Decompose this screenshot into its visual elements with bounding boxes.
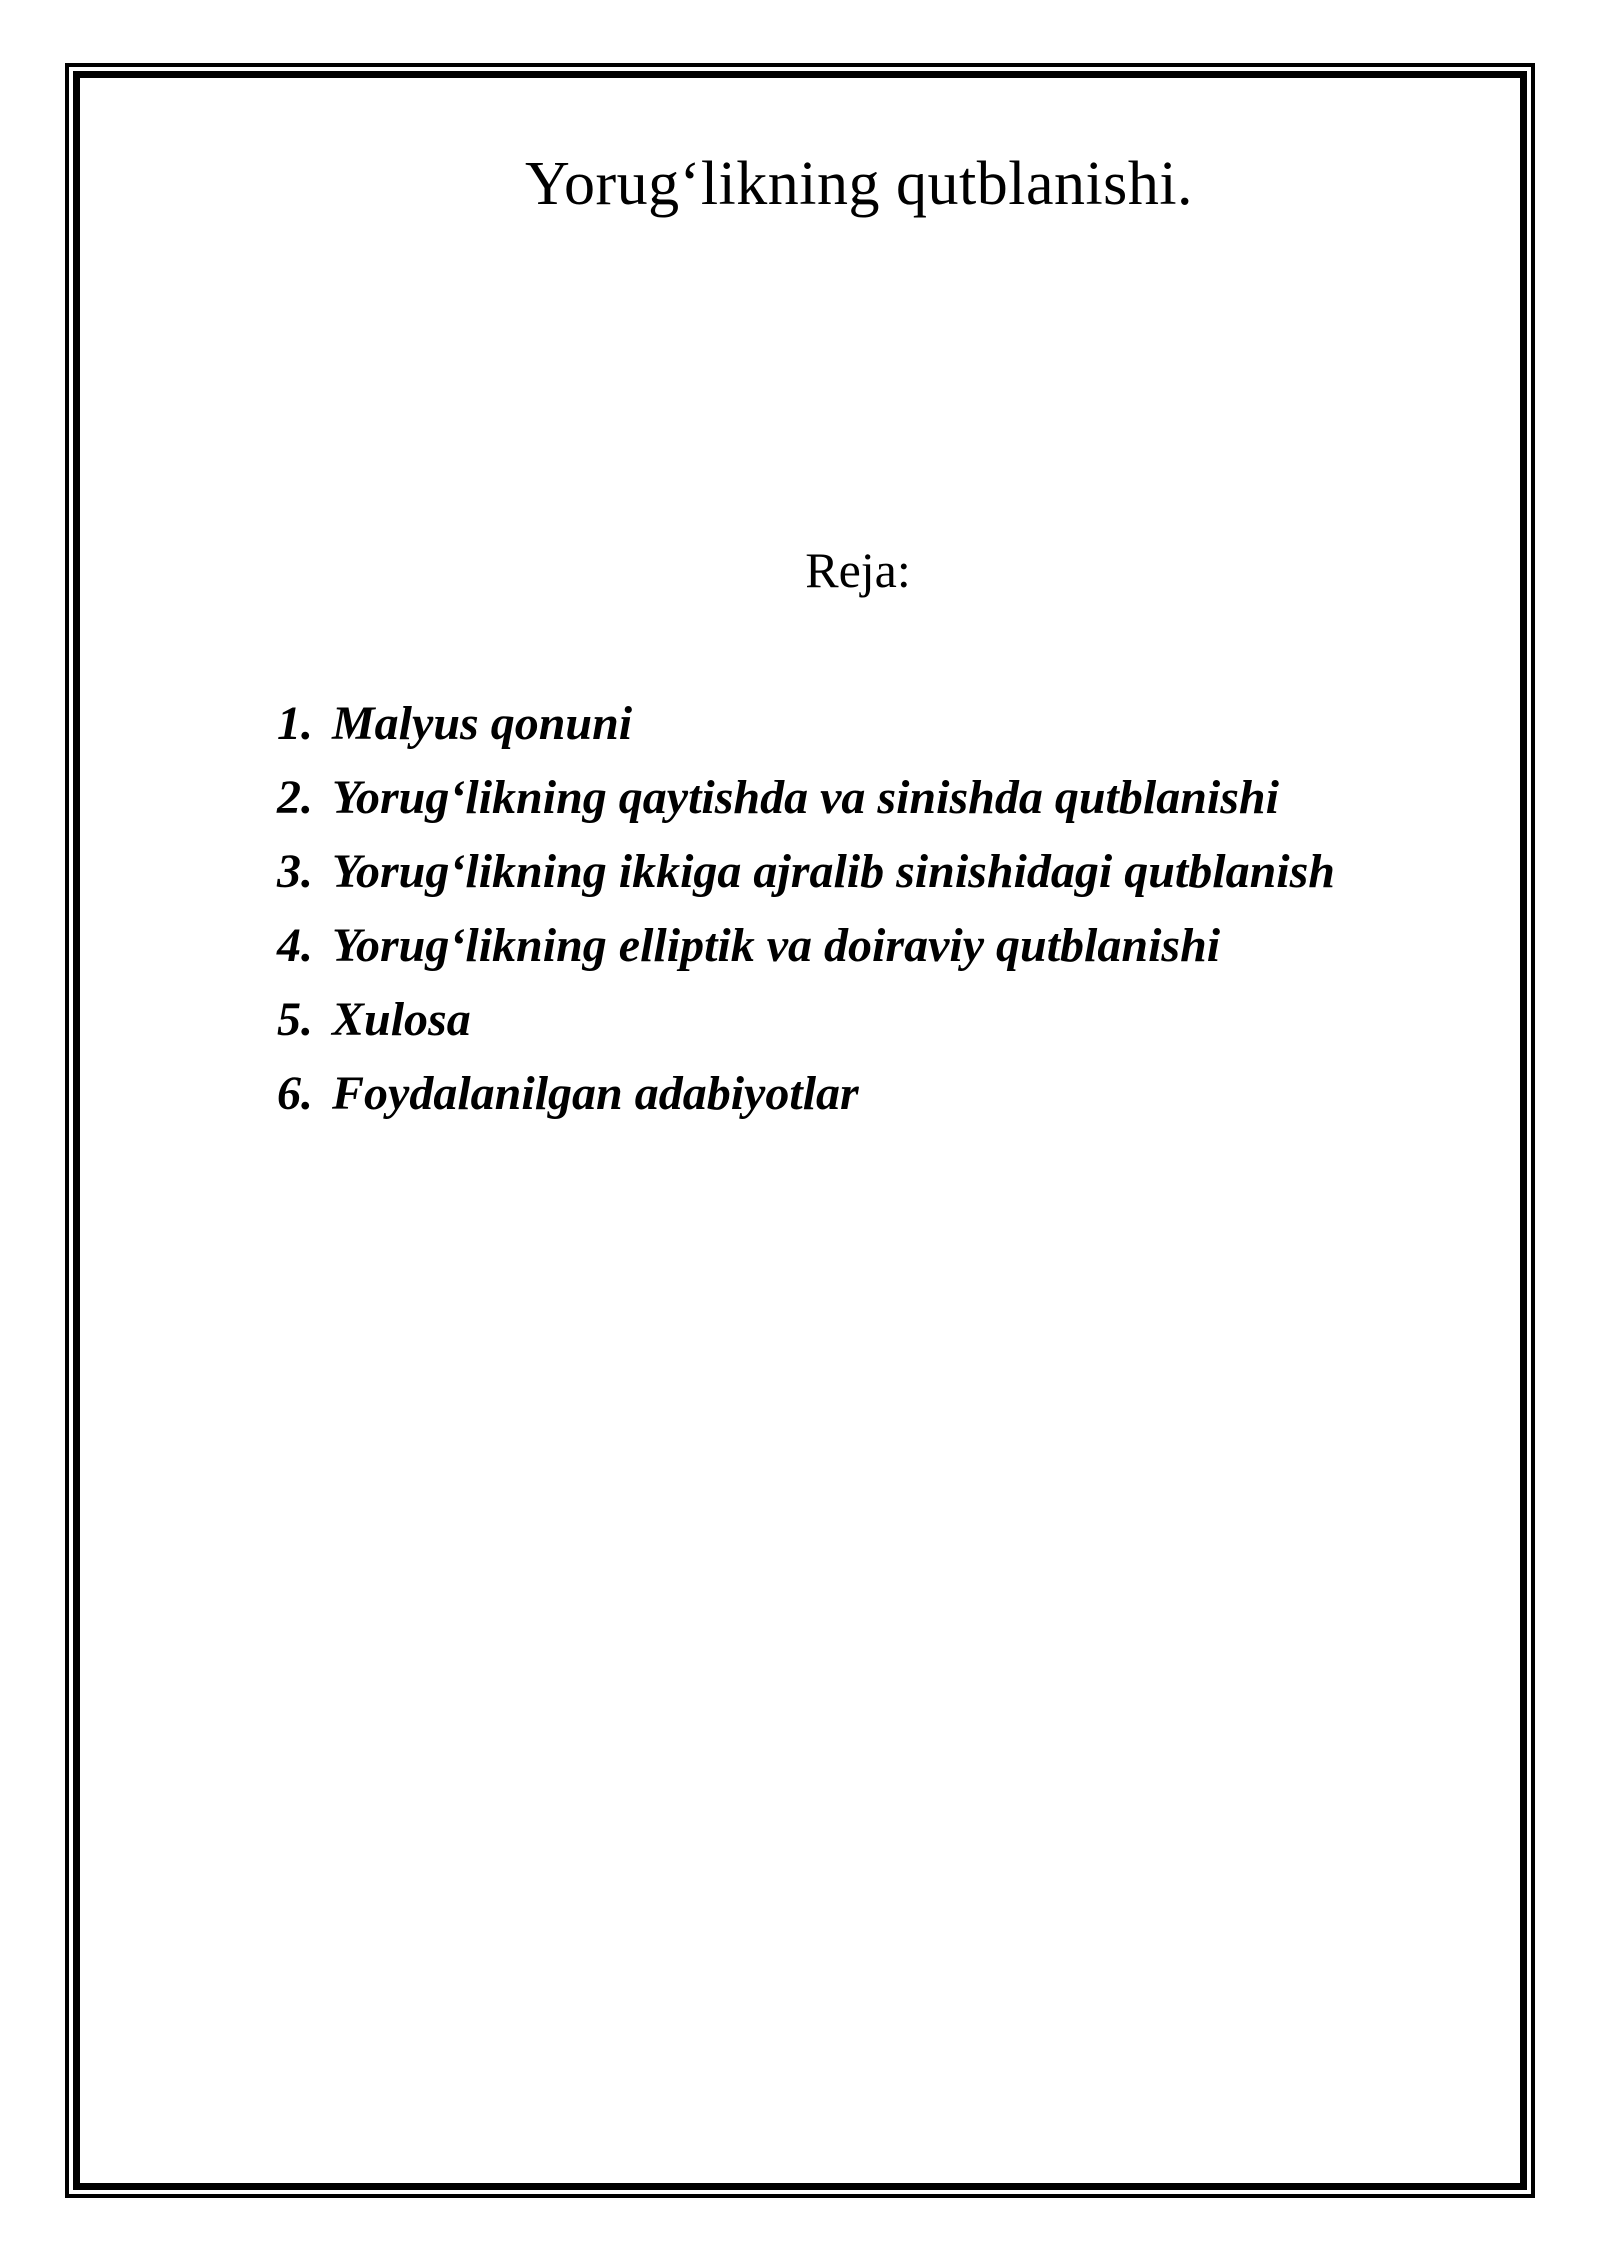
list-item-text: Foydalanilgan adabiyotlar	[332, 1067, 859, 1120]
list-item-number: 2.	[277, 771, 313, 824]
plan-heading: Reja:	[805, 542, 911, 598]
list-item	[277, 909, 1460, 983]
list-item	[277, 1057, 1460, 1131]
list-item-number: 6.	[277, 1067, 313, 1120]
plan-list	[277, 687, 1460, 1131]
list-item-number: 4.	[277, 919, 313, 972]
list-item	[277, 983, 1460, 1057]
list-item-text: Xulosa	[332, 993, 471, 1046]
list-item-text: Yorug‘likning qaytishda va sinishda qutblanishi	[332, 771, 1279, 824]
list-item-text: Yorug‘likning elliptik va doiraviy qutblanishi	[332, 919, 1221, 972]
list-item-number: 5.	[277, 993, 313, 1046]
list-item-number: 1.	[277, 697, 313, 750]
list-item	[277, 761, 1460, 835]
list-item-text: Yorug‘likning ikkiga ajralib sinishidagi qutblanish	[332, 845, 1335, 898]
list-item-number: 3.	[277, 845, 313, 898]
page-border-outer	[65, 63, 1535, 2198]
list-item-text: Malyus qonuni	[332, 697, 633, 750]
list-item	[277, 687, 1460, 761]
page-title: Yorug‘likning qutblanishi.	[524, 150, 1194, 218]
list-item	[277, 835, 1460, 909]
page-border-inner	[73, 71, 1527, 2190]
